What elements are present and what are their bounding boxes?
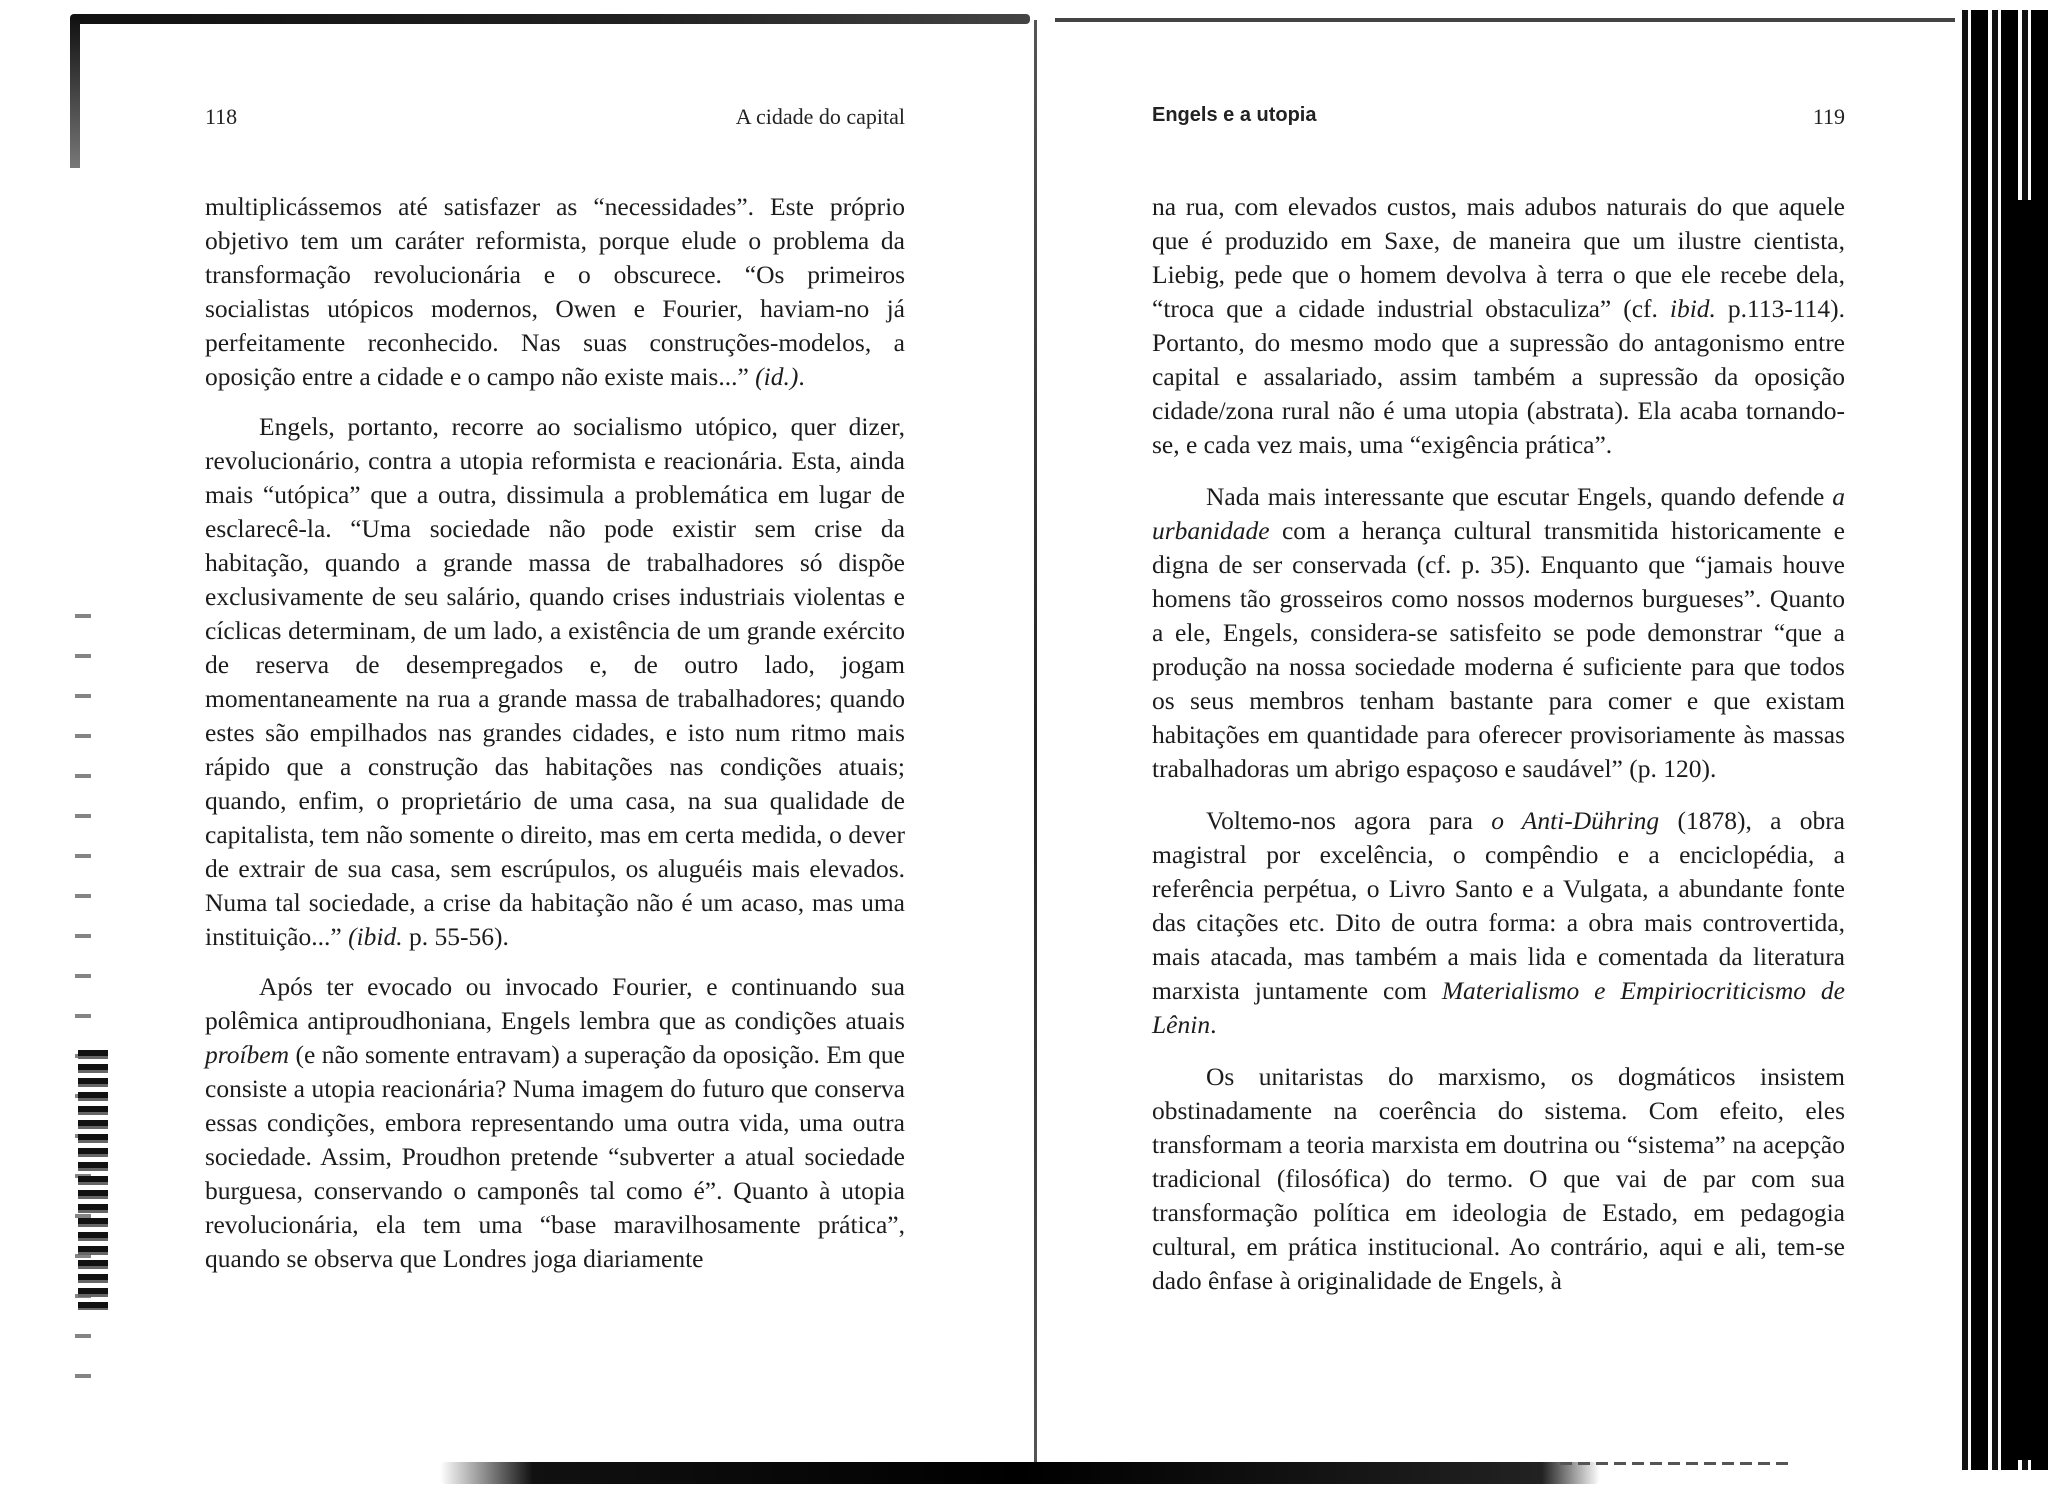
book-gutter xyxy=(1034,20,1037,1470)
italic-run: (ibid. xyxy=(348,922,403,951)
text-run: (e não somente entravam) a superação da oposição. Em que consiste a utopia reacionária? Numa imagem do futuro que conserva essas condições, embora representando uma outra vida, uma outra sociedade. Assim, Proudhon pretende “subverter a atual sociedade burguesa, conservando o camponês tal como é”. Quanto à utopia revolucionária, ela tem uma “base maravilhosamente prática”, quando se observa que Londres joga diariamente xyxy=(205,1040,905,1273)
text-run: Nada mais interessante que escutar Engels, quando defende xyxy=(1206,482,1833,511)
left-page-body xyxy=(205,190,905,1292)
scan-dashes-bottom xyxy=(1560,1462,1790,1465)
text-run: . xyxy=(1210,1010,1217,1039)
paragraph xyxy=(1152,480,1845,786)
paragraph xyxy=(1152,1060,1845,1298)
text-run: (1878), a obra magistral por excelência, o compêndio e a enciclopédia, a referência perpétua, o Livro Santo e a Vulgata, a abundante fonte das citações etc. Dito de outra forma: a obra mais controvertida, mais atacada, mas também a mais lida e comentada da literatura marxista juntamente com xyxy=(1152,806,1845,1005)
italic-run: a urbanidade xyxy=(1152,482,1845,545)
italic-run: Materialismo e Empiriocriticismo de Lênin xyxy=(1152,976,1845,1039)
text-run: p.113-114). Portanto, do mesmo modo que a supressão do antagonismo entre capital e assalariado, assim também a supressão da oposição cidade/zona rural não é uma utopia (abstrata). Ela acaba tornando-se, e cada vez mais, uma “exigência prática”. xyxy=(1152,294,1845,459)
text-run: multiplicássemos até satisfazer as “necessidades”. Este próprio objetivo tem um caráter reformista, porque elude o problema da transformação revolucionária e o obscurece. “Os primeiros socialistas utópicos modernos, Owen e Fourier, haviam-no já perfeitamente reconhecido. Nas suas construções-modelos, a oposição entre a cidade e o campo não existe mais...” xyxy=(205,192,905,391)
text-run: Engels, portanto, recorre ao socialismo utópico, quer dizer, revolucionário, contra a utopia reformista e reacionária. Esta, ainda mais “utópica” que a outra, dissimula a problemática em lugar de esclarecê-la. “Uma sociedade não pode existir sem crise da habitação, quando a grande massa de trabalhadores só dispõe exclusivamente de seu salário, quando crises industriais violentas e cíclicas determinam, de um lado, a existência de um grande exército de reserva de desempregados e, de outro lado, jogam momentaneamente na rua a grande massa de trabalhadores; quando estes são empilhados nas grandes cidades, e isto num ritmo mais rápido que a construção das habitações nas condições atuais; quando, enfim, o proprietário de uma casa, na sua qualidade de capitalista, tem não somente o direito, mas em certa medida, o dever de extrair de sua casa, sem escrúpulos, os aluguéis mais elevados. Numa tal sociedade, a crise da habitação não é um acaso, mas uma instituição...” xyxy=(205,412,905,951)
scan-shadow-right xyxy=(2010,200,2048,1460)
paragraph xyxy=(205,190,905,394)
page-number-left: 118 xyxy=(205,104,238,129)
text-run: com a herança cultural transmitida historicamente e digna de ser conservada (cf. p. 35). Enquanto que “jamais houve homens tão grosseiros como nossos modernos burgueses”. Quanto a ele, Engels, considera-se satisfeito se pode demonstrar “que a produção na nossa sociedade moderna é suficiente para que todos os seus membros tenham bastante para comer e que existam habitações em quantidade para oferecer provisoriamente às massas trabalhadoras um abrigo espaçoso e saudável” (p. 120). xyxy=(1152,516,1845,783)
scan-edge-bottom xyxy=(440,1462,1600,1484)
scan-edge-top-left xyxy=(70,14,1030,24)
running-head-left: A cidade do capital xyxy=(735,104,905,129)
italic-run: o Anti-Dühring xyxy=(1491,806,1660,835)
text-run: na rua, com elevados custos, mais adubos naturais do que aquele que é produzido em Saxe, de maneira que um ilustre cientista, Liebig, pede que o homem devolva à terra o que ele recebe dela, “troca que a cidade industrial obstaculiza” (cf. xyxy=(1152,192,1845,323)
paragraph xyxy=(1152,804,1845,1042)
text-run: Após ter evocado ou invocado Fourier, e continuando sua polêmica antiproudhoniana, Engels lembra que as condições atuais xyxy=(205,972,905,1035)
scan-edge-top-right xyxy=(1055,18,1955,22)
page-number-right: 119 xyxy=(1812,104,1845,129)
paragraph xyxy=(205,970,905,1276)
running-head-right: Engels e a utopia xyxy=(1152,104,1317,126)
text-run: p. 55-56). xyxy=(402,922,509,951)
italic-run: ibid. xyxy=(1669,294,1716,323)
text-run: . xyxy=(798,362,805,391)
text-run: Os unitaristas do marxismo, os dogmáticos insistem obstinadamente na coerência do sistema. Com efeito, eles transformam a teoria marxista em doutrina ou “sistema” na acepção tradicional (filosófica) do termo. O que vai de par com sua transformação política em ideologia de Estado, em pedagogia cultural, em prática institucional. Ao contrário, aqui e ali, tem-se dado ênfase à originalidade de Engels, à xyxy=(1152,1062,1845,1295)
scan-edge-corner xyxy=(70,18,80,168)
italic-run: proíbem xyxy=(205,1040,290,1069)
paragraph xyxy=(205,410,905,954)
scan-marks-left-dense xyxy=(78,1050,108,1310)
right-page-body xyxy=(1152,190,1845,1316)
text-run: Voltemo-nos agora para xyxy=(1206,806,1492,835)
paragraph xyxy=(1152,190,1845,462)
italic-run: (id.) xyxy=(755,362,799,391)
